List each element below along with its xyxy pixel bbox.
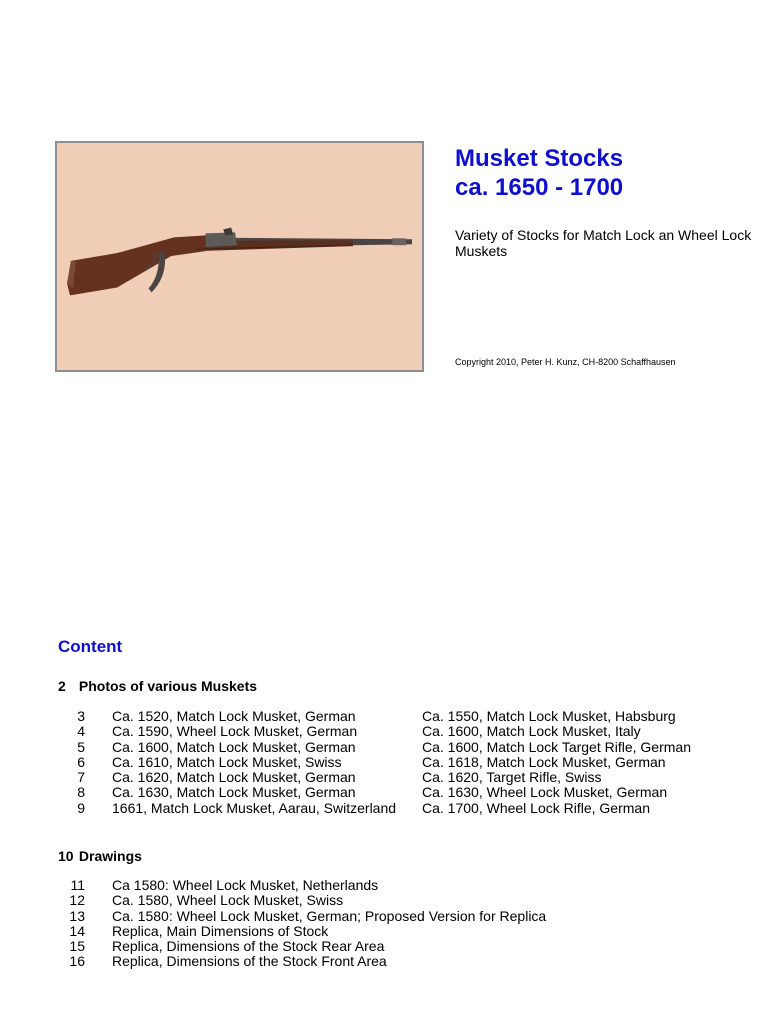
list-item xyxy=(58,909,546,924)
page-number: 13 xyxy=(69,907,85,924)
entry-right: Ca. 1630, Wheel Lock Musket, German xyxy=(422,784,668,801)
list-item xyxy=(58,878,546,893)
entry-right: Ca. 1620, Target Rifle, Swiss xyxy=(422,769,602,786)
list-item xyxy=(58,924,546,939)
title-line-2: ca. 1650 - 1700 xyxy=(455,174,624,201)
list-item xyxy=(58,893,546,908)
musket-illustration xyxy=(57,143,422,370)
page-number: 12 xyxy=(69,892,85,909)
page-number: 16 xyxy=(69,953,85,970)
list-item xyxy=(58,724,691,739)
page-number: 4 xyxy=(77,723,85,740)
entry-text: Replica, Main Dimensions of Stock xyxy=(112,922,329,939)
entry-right: Ca. 1600, Match Lock Musket, Italy xyxy=(422,723,641,740)
section-number: 10 xyxy=(58,848,74,864)
list-item xyxy=(58,755,691,770)
entry-left: 1661, Match Lock Musket, Aarau, Switzerland xyxy=(112,799,397,816)
page-number: 6 xyxy=(77,753,85,770)
musket-photo xyxy=(55,141,424,372)
section-number: 2 xyxy=(58,678,66,694)
entry-left: Ca. 1630, Match Lock Musket, German xyxy=(112,784,356,801)
entry-right: Ca. 1618, Match Lock Musket, German xyxy=(422,753,666,770)
section-label: Drawings xyxy=(78,848,142,864)
page-number: 5 xyxy=(77,738,85,755)
entry-text: Ca. 1580: Wheel Lock Musket, German; Proposed Version for Replica xyxy=(112,907,547,924)
entry-left: Ca. 1600, Match Lock Musket, German xyxy=(112,738,356,755)
entry-left: Ca. 1520, Match Lock Musket, German xyxy=(112,708,356,724)
list-item xyxy=(58,770,691,785)
document-title xyxy=(455,144,623,202)
list-item xyxy=(58,740,691,755)
entry-text: Replica, Dimensions of the Stock Rear Area xyxy=(112,938,385,955)
list-item xyxy=(58,785,691,800)
copyright-notice: Copyright 2010, Peter H. Kunz, CH-8200 Schaffhausen xyxy=(455,357,676,367)
title-line-1: Musket Stocks xyxy=(455,145,624,172)
entry-right: Ca. 1550, Match Lock Musket, Habsburg xyxy=(422,708,676,724)
entry-text: Ca. 1580, Wheel Lock Musket, Swiss xyxy=(112,892,344,909)
document-subtitle: Variety of Stocks for Match Lock an Wheel Lock Muskets xyxy=(455,227,752,259)
entry-left: Ca. 1610, Match Lock Musket, Swiss xyxy=(112,753,342,770)
page-number: 3 xyxy=(77,708,85,724)
photos-list xyxy=(58,709,691,816)
list-item xyxy=(58,939,546,954)
list-item xyxy=(58,954,546,969)
section-heading-drawings xyxy=(58,848,142,864)
page-number: 7 xyxy=(77,769,85,786)
page-number: 9 xyxy=(77,799,85,816)
entry-text: Replica, Dimensions of the Stock Front Area xyxy=(112,953,387,970)
entry-text: Ca 1580: Wheel Lock Musket, Netherlands xyxy=(112,877,379,893)
section-label: Photos of various Muskets xyxy=(78,678,258,694)
entry-left: Ca. 1590, Wheel Lock Musket, German xyxy=(112,723,358,740)
list-item xyxy=(58,709,691,724)
page-number: 14 xyxy=(69,922,85,939)
section-heading-photos xyxy=(58,678,257,694)
entry-left: Ca. 1620, Match Lock Musket, German xyxy=(112,769,356,786)
entry-right: Ca. 1700, Wheel Lock Rifle, German xyxy=(422,799,650,816)
page-number: 8 xyxy=(77,784,85,801)
entry-right: Ca. 1600, Match Lock Target Rifle, German xyxy=(422,738,691,755)
page-number: 15 xyxy=(69,938,85,955)
content-heading: Content xyxy=(58,637,123,656)
page-number: 11 xyxy=(70,877,85,893)
drawings-list xyxy=(58,878,546,970)
list-item xyxy=(58,801,691,816)
